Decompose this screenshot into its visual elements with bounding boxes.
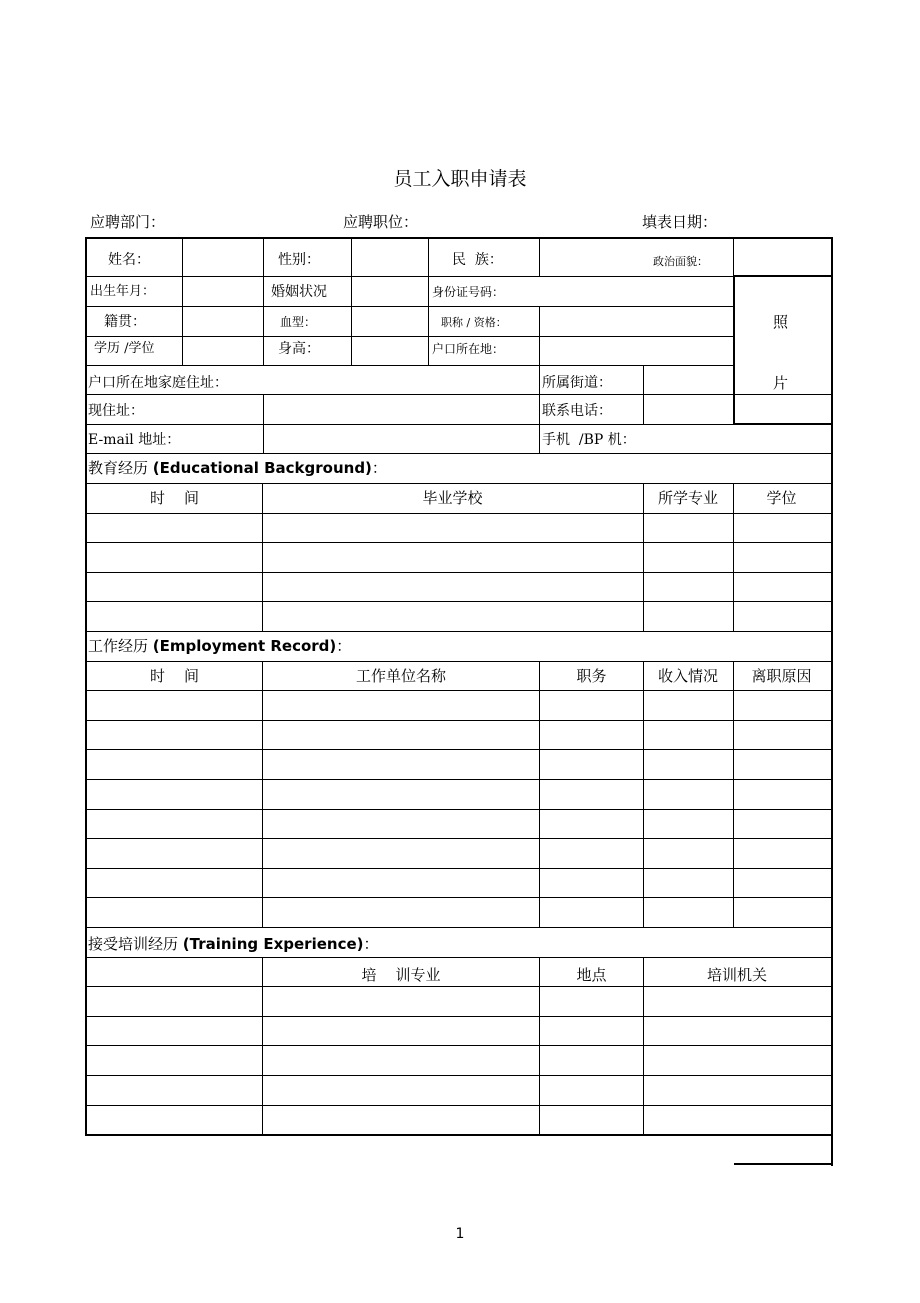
grid-line-h bbox=[85, 1016, 831, 1017]
mobile-label: 手机 /BP 机： bbox=[542, 432, 636, 448]
grid-line-h bbox=[85, 542, 831, 543]
page-number: 1 bbox=[455, 1226, 465, 1242]
grid-line-h bbox=[85, 749, 831, 750]
height-label: 身高： bbox=[278, 341, 320, 357]
grid-line-h bbox=[734, 275, 833, 277]
grid-line-h bbox=[85, 690, 831, 691]
emp-col-job-title: 职务 bbox=[576, 667, 607, 685]
grid-line-h bbox=[85, 986, 831, 987]
train-col-location: 地点 bbox=[576, 966, 607, 984]
grid-line-h bbox=[85, 868, 831, 869]
grid-line-h bbox=[85, 957, 831, 958]
grid-line-h bbox=[734, 1163, 833, 1165]
grid-line-h bbox=[85, 1134, 833, 1136]
grid-line-v bbox=[643, 365, 644, 424]
grid-line-v bbox=[733, 237, 734, 276]
grid-line-h bbox=[85, 237, 833, 239]
grid-line-h bbox=[85, 513, 831, 514]
gender-label: 性别： bbox=[278, 252, 320, 268]
grid-line-h bbox=[85, 897, 831, 898]
phone-label: 联系电话： bbox=[542, 403, 612, 419]
marital-label: 婚姻状况 bbox=[271, 284, 327, 300]
grid-line-h bbox=[85, 453, 831, 454]
emp-col-period: 时 间 bbox=[149, 667, 200, 685]
grid-line-v bbox=[428, 237, 429, 365]
education-degree-label: 学历 /学位 bbox=[94, 341, 155, 356]
grid-line-v bbox=[85, 237, 87, 1136]
photo-label-2: 片 bbox=[773, 374, 789, 392]
grid-line-h bbox=[85, 601, 831, 602]
id-number-label: 身份证号码： bbox=[432, 285, 505, 299]
current-address-label: 现住址： bbox=[88, 403, 144, 419]
training-heading-cn: 接受培训经历 bbox=[88, 935, 183, 953]
grid-line-v bbox=[733, 661, 734, 927]
political-label: 政治面貌： bbox=[653, 255, 708, 268]
emp-col-income: 收入情况 bbox=[657, 667, 718, 685]
train-col-major: 培 训专业 bbox=[361, 966, 441, 984]
title-qualification-label: 职称 / 资格： bbox=[441, 316, 507, 329]
train-col-institution: 培训机关 bbox=[706, 966, 767, 984]
department-label: 应聘部门： bbox=[90, 213, 166, 231]
emp-col-leave-reason: 离职原因 bbox=[751, 667, 812, 685]
hukou-place-label: 户口所在地： bbox=[432, 342, 505, 356]
education-heading-en: (Educational Background) bbox=[152, 459, 372, 477]
emp-col-employer: 工作单位名称 bbox=[355, 667, 446, 685]
grid-line-h bbox=[85, 927, 831, 928]
grid-line-h bbox=[85, 1045, 831, 1046]
birth-label: 出生年月： bbox=[90, 284, 156, 299]
grid-line-v bbox=[539, 365, 540, 453]
native-place-label: 籍贯： bbox=[104, 314, 146, 330]
grid-line-h bbox=[85, 1075, 831, 1076]
edu-col-period: 时 间 bbox=[149, 489, 200, 507]
fill-date-label: 填表日期： bbox=[642, 213, 718, 231]
grid-line-h bbox=[85, 1105, 831, 1106]
grid-line-v bbox=[539, 957, 540, 1136]
grid-line-v bbox=[831, 237, 833, 1166]
employment-heading-cn: 工作经历 bbox=[88, 637, 153, 655]
edu-col-degree: 学位 bbox=[766, 489, 797, 507]
ethnicity-label: 民 族： bbox=[452, 252, 503, 268]
grid-line-h bbox=[85, 483, 831, 484]
edu-col-school: 毕业学校 bbox=[422, 489, 483, 507]
grid-line-v bbox=[539, 661, 540, 927]
training-heading-suffix: ： bbox=[363, 935, 379, 953]
grid-line-h bbox=[734, 423, 833, 425]
grid-line-h bbox=[85, 394, 831, 395]
grid-line-v bbox=[263, 394, 264, 453]
grid-line-v bbox=[733, 276, 735, 424]
email-label: E-mail 地址： bbox=[88, 432, 181, 448]
grid-line-v bbox=[263, 237, 264, 365]
employment-heading bbox=[88, 639, 351, 654]
grid-line-h bbox=[85, 572, 831, 573]
grid-line-v bbox=[539, 306, 540, 365]
education-heading bbox=[88, 461, 387, 476]
blood-type-label: 血型： bbox=[280, 315, 317, 329]
education-heading-suffix: ： bbox=[371, 459, 387, 477]
position-label: 应聘职位： bbox=[343, 213, 419, 231]
edu-col-major: 所学专业 bbox=[657, 489, 718, 507]
name-label: 姓名： bbox=[108, 252, 150, 268]
grid-line-v bbox=[643, 957, 644, 1136]
grid-line-h bbox=[85, 661, 831, 662]
grid-line-v bbox=[643, 661, 644, 927]
employment-heading-en: (Employment Record) bbox=[152, 637, 337, 655]
grid-line-v bbox=[262, 661, 263, 927]
grid-line-h bbox=[85, 365, 734, 366]
grid-line-v bbox=[262, 957, 263, 1136]
training-heading bbox=[88, 937, 379, 952]
grid-line-h bbox=[85, 838, 831, 839]
grid-line-v bbox=[539, 237, 540, 276]
training-heading-en: (Training Experience) bbox=[182, 935, 364, 953]
form-title: 员工入职申请表 bbox=[393, 168, 527, 190]
employment-heading-suffix: ： bbox=[336, 637, 352, 655]
grid-line-h bbox=[85, 720, 831, 721]
grid-line-h bbox=[85, 631, 831, 632]
grid-line-h bbox=[85, 424, 734, 425]
grid-line-v bbox=[182, 237, 183, 365]
photo-label-1: 照 bbox=[773, 313, 789, 331]
grid-line-v bbox=[351, 237, 352, 365]
grid-line-h bbox=[85, 809, 831, 810]
street-label: 所属街道： bbox=[542, 375, 612, 391]
grid-line-h bbox=[85, 779, 831, 780]
home-address-label: 户口所在地家庭住址： bbox=[88, 375, 228, 391]
education-heading-cn: 教育经历 bbox=[88, 459, 153, 477]
